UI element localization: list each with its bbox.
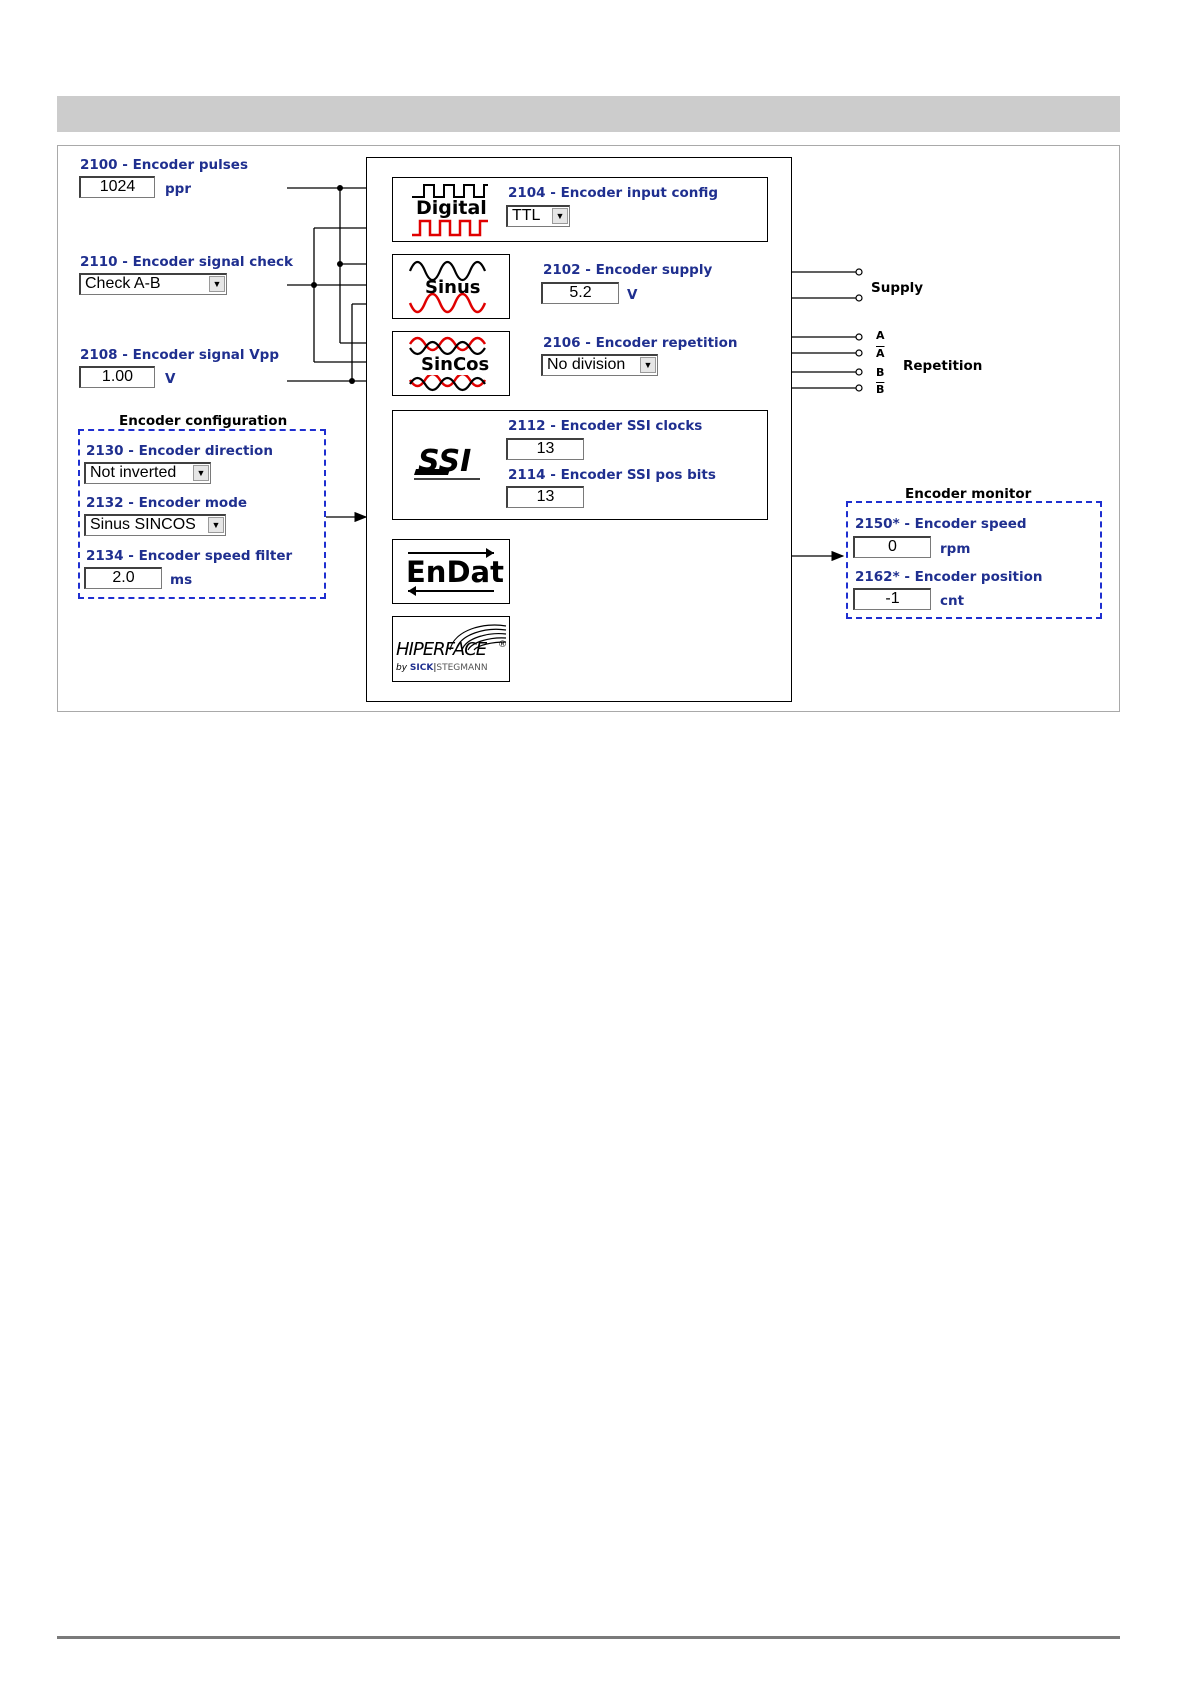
encoder-ssi-clocks-label: 2112 - Encoder SSI clocks xyxy=(508,418,703,434)
ssi-logo xyxy=(410,443,492,483)
chevron-down-icon[interactable]: ▼ xyxy=(552,208,568,224)
chevron-down-icon[interactable]: ▼ xyxy=(193,465,209,481)
hiperface-sick-text: SICK xyxy=(409,663,434,673)
output-b-bar-label: $\overline{B}$ xyxy=(876,383,885,396)
encoder-input-config-select[interactable] xyxy=(506,205,570,227)
encoder-supply-unit: V xyxy=(627,287,638,303)
hiperface-title: HIPERFACE xyxy=(396,639,487,660)
encoder-direction-value: Not inverted xyxy=(90,464,177,481)
encoder-signal-check-label: 2110 - Encoder signal check xyxy=(80,254,293,270)
encoder-speed-filter-label: 2134 - Encoder speed filter xyxy=(86,548,293,564)
encoder-monitor-title: Encoder monitor xyxy=(905,486,1032,502)
endat-title: EnDat xyxy=(406,555,504,589)
encoder-speed-filter-input[interactable]: 2.0 xyxy=(84,567,162,589)
hiperface-by-text: by xyxy=(396,663,408,673)
encoder-position-label: 2162* - Encoder position xyxy=(855,569,1043,585)
ssi-logo-text: SSI xyxy=(418,444,472,479)
encoder-position-unit: cnt xyxy=(940,593,965,609)
encoder-supply-input[interactable]: 5.2 xyxy=(541,282,619,304)
encoder-signal-check-value: Check A-B xyxy=(85,275,161,292)
hiperface-stegmann-text: STEGMANN xyxy=(436,663,488,673)
encoder-supply-label: 2102 - Encoder supply xyxy=(543,262,713,278)
chevron-down-icon[interactable]: ▼ xyxy=(640,357,656,373)
encoder-mode-value: Sinus SINCOS xyxy=(90,516,196,533)
encoder-direction-label: 2130 - Encoder direction xyxy=(86,443,273,459)
encoder-signal-vpp-input[interactable]: 1.00 xyxy=(79,366,155,388)
encoder-speed-label: 2150* - Encoder speed xyxy=(855,516,1027,532)
encoder-direction-select[interactable] xyxy=(84,462,211,484)
encoder-speed-unit: rpm xyxy=(940,541,971,557)
encoder-position-value: -1 xyxy=(853,588,931,610)
repetition-output-label: Repetition xyxy=(903,358,983,374)
encoder-speed-value: 0 xyxy=(853,536,931,558)
encoder-signal-vpp-unit: V xyxy=(165,371,176,387)
encoder-input-config-value: TTL xyxy=(512,207,541,224)
encoder-pulses-unit: ppr xyxy=(165,181,191,197)
footer-divider xyxy=(57,1636,1120,1639)
encoder-configuration-title: Encoder configuration xyxy=(119,413,288,429)
encoder-mode-select[interactable] xyxy=(84,514,226,536)
encoder-signal-check-select[interactable] xyxy=(79,273,227,295)
encoder-pulses-input[interactable]: 1024 xyxy=(79,176,155,198)
encoder-mode-label: 2132 - Encoder mode xyxy=(86,495,248,511)
encoder-ssi-pos-bits-label: 2114 - Encoder SSI pos bits xyxy=(508,467,716,483)
encoder-speed-filter-unit: ms xyxy=(170,572,193,588)
encoder-repetition-label: 2106 - Encoder repetition xyxy=(543,335,738,351)
encoder-ssi-pos-bits-input[interactable]: 13 xyxy=(506,486,584,508)
supply-output-label: Supply xyxy=(871,280,924,296)
sincos-title: SinCos xyxy=(421,354,490,375)
output-a-bar-label: $\overline{A}$ xyxy=(876,347,885,360)
registered-icon: ® xyxy=(498,640,507,650)
encoder-signal-vpp-label: 2108 - Encoder signal Vpp xyxy=(80,347,280,363)
sinus-title: Sinus xyxy=(425,277,481,298)
encoder-input-config-label: 2104 - Encoder input config xyxy=(508,185,719,201)
chevron-down-icon[interactable]: ▼ xyxy=(209,276,225,292)
encoder-repetition-value: No division xyxy=(547,356,626,373)
output-b-label: B xyxy=(876,366,885,379)
hiperface-subline: by SICK|STEGMANN xyxy=(396,663,488,673)
encoder-pulses-label: 2100 - Encoder pulses xyxy=(80,157,248,173)
digital-title: Digital xyxy=(416,197,487,219)
encoder-repetition-select[interactable] xyxy=(541,354,658,376)
output-a-label: A xyxy=(876,329,885,342)
chevron-down-icon[interactable]: ▼ xyxy=(208,517,224,533)
encoder-ssi-clocks-input[interactable]: 13 xyxy=(506,438,584,460)
